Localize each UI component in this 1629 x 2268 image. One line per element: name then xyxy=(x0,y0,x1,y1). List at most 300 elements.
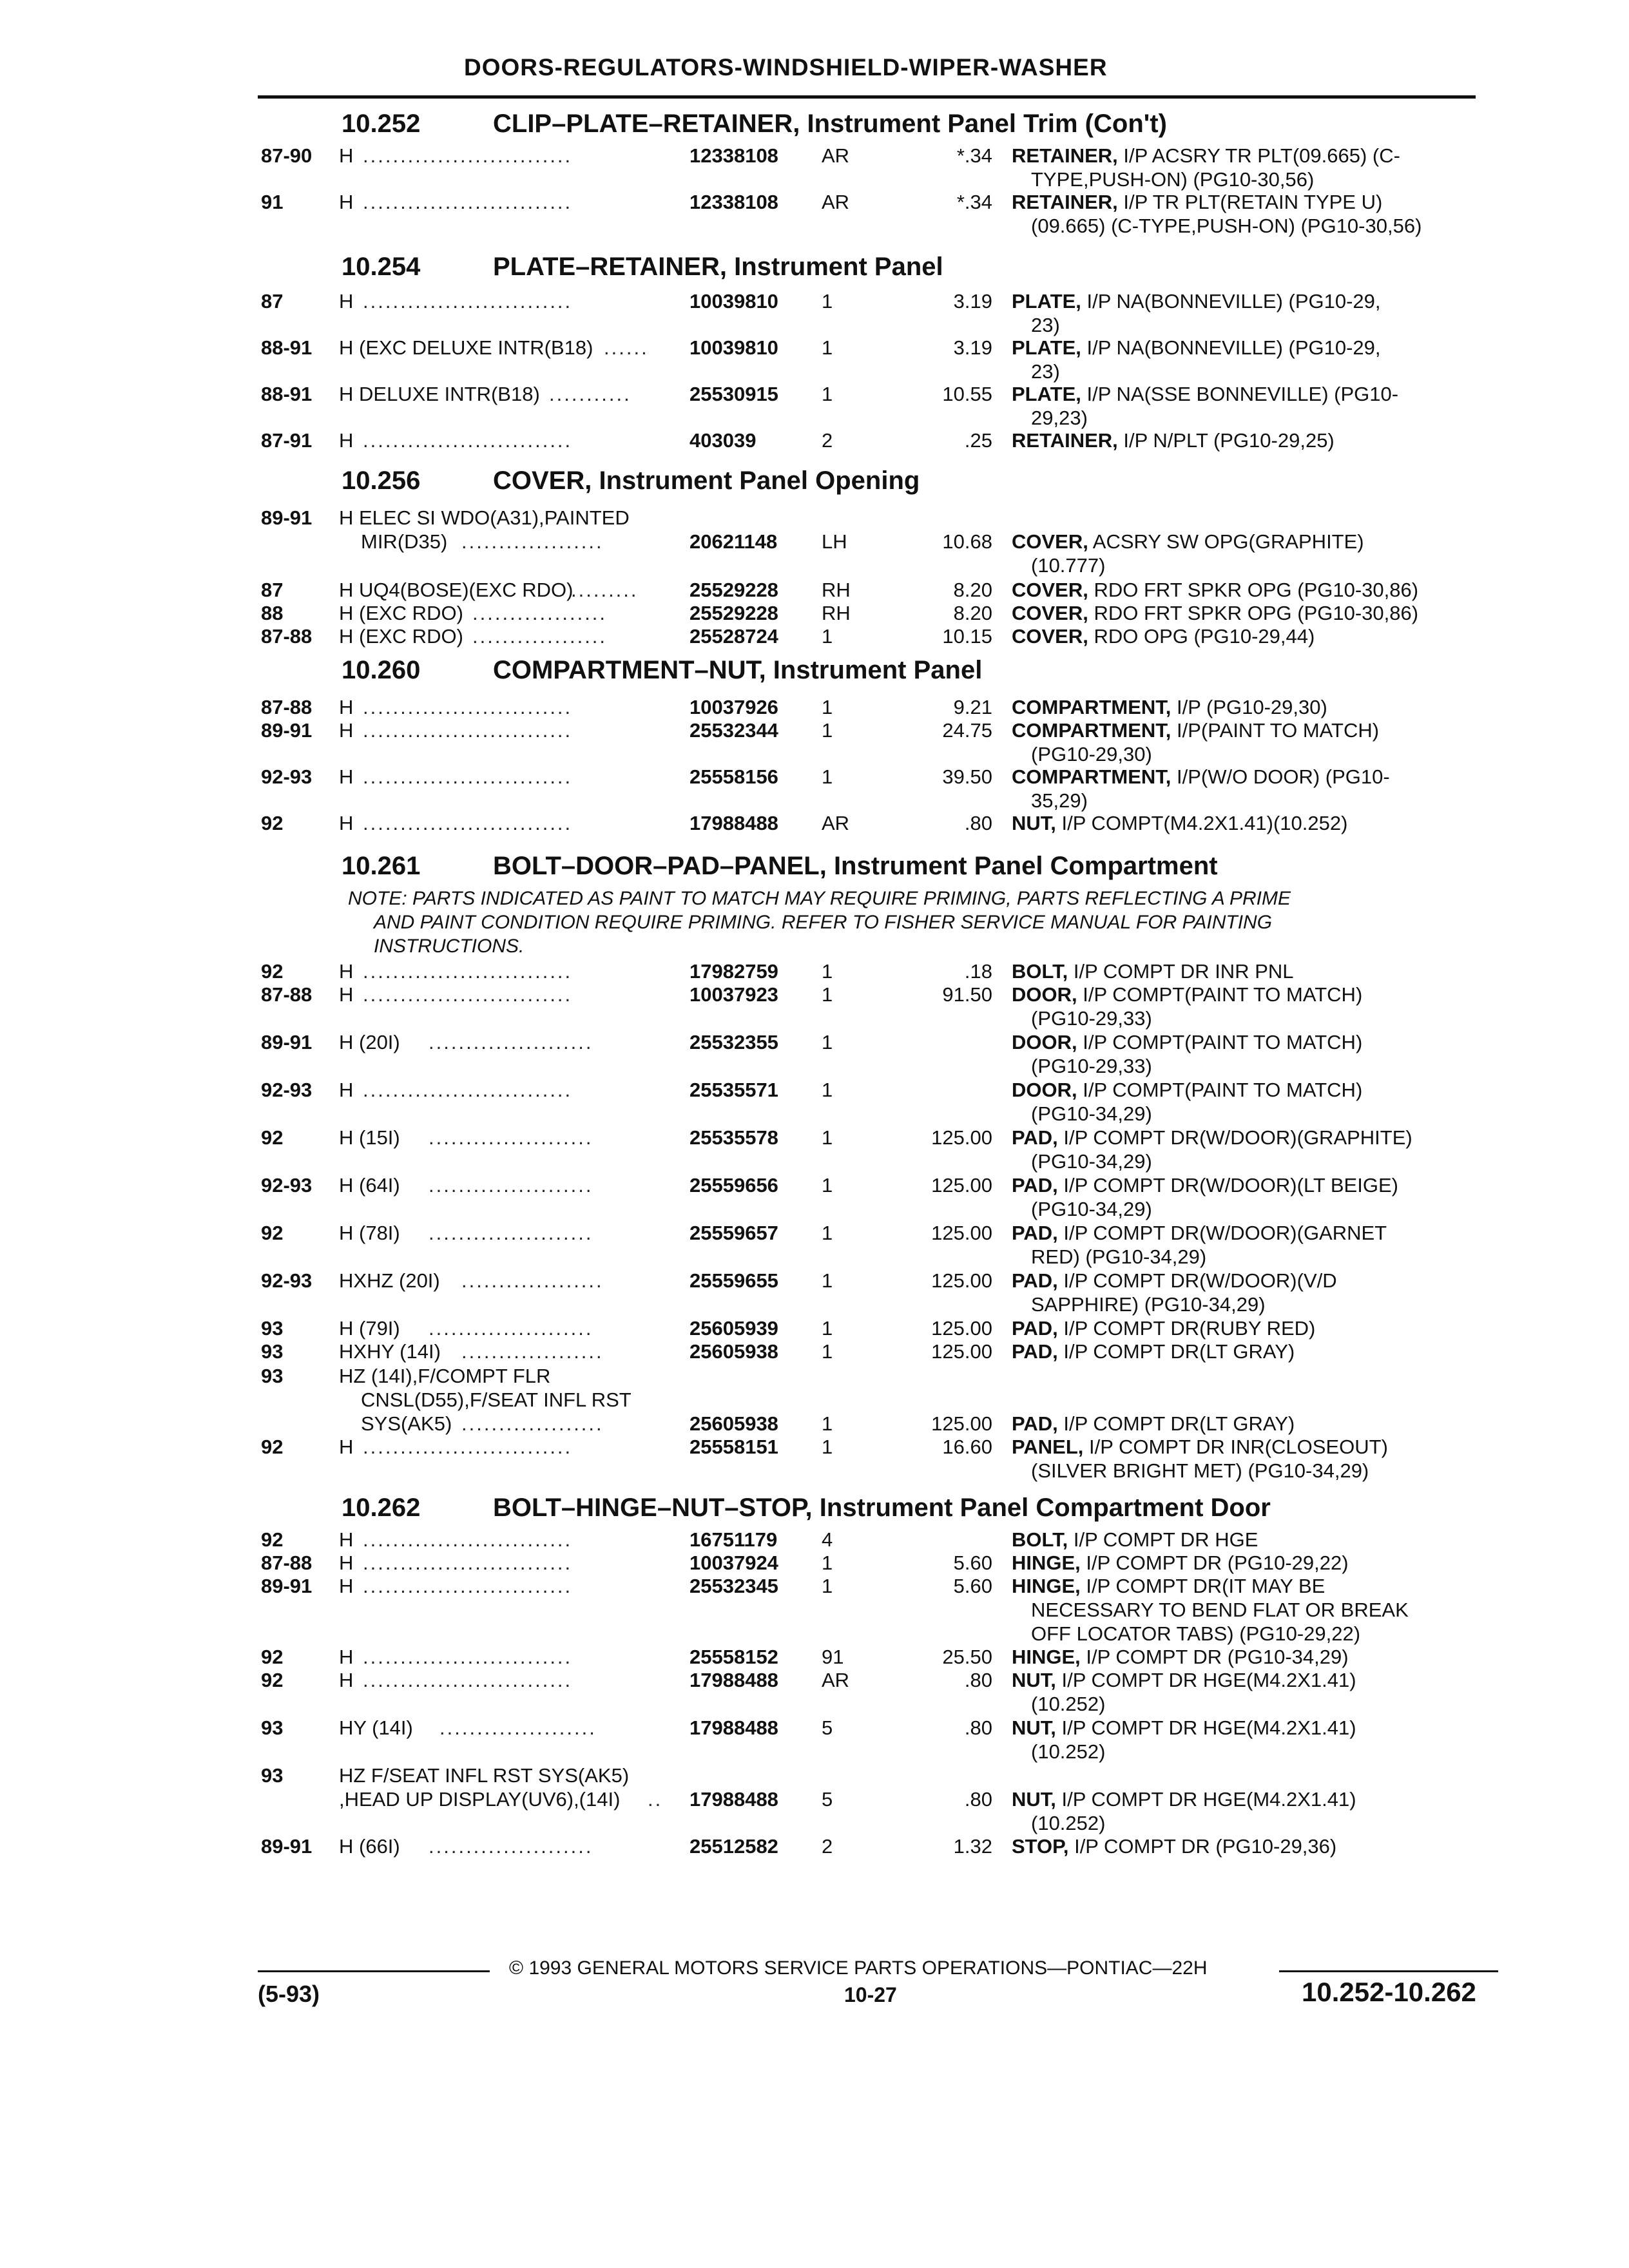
parts-row xyxy=(0,1222,1629,1269)
description-line xyxy=(1012,983,1362,1006)
description-text: I/P COMPT DR(IT MAY BE xyxy=(1080,1575,1325,1597)
section-heading xyxy=(342,852,1218,881)
part-number: 17982759 xyxy=(689,960,778,983)
model-year: 92 xyxy=(261,1436,284,1458)
application-text: HXHZ (20I) xyxy=(339,1269,440,1292)
section-number: 10.252 xyxy=(342,110,421,138)
description-keyword: DOOR, xyxy=(1012,1031,1077,1053)
description-text: I/P COMPT(M4.2X1.41)(10.252) xyxy=(1055,812,1348,834)
model-year: 93 xyxy=(261,1764,284,1787)
footer-range: 10.252-10.262 xyxy=(1302,1977,1476,2007)
part-number: 25530915 xyxy=(689,383,778,405)
section-note xyxy=(348,887,1508,958)
price: 25.50 xyxy=(942,1646,992,1668)
leader-dots: ................... xyxy=(461,530,604,553)
application-text: H (64I) xyxy=(339,1174,400,1196)
description-text: I/P(PAINT TO MATCH) xyxy=(1171,719,1380,742)
description-line xyxy=(1012,191,1382,214)
leader-dots: ................... xyxy=(461,1269,604,1292)
part-number: 25535578 xyxy=(689,1126,778,1149)
description-keyword: COVER, xyxy=(1012,530,1088,553)
description-text: I/P COMPT(PAINT TO MATCH) xyxy=(1077,983,1363,1006)
quantity: RH xyxy=(822,579,851,601)
section-number: 10.256 xyxy=(342,466,421,495)
part-number: 16751179 xyxy=(689,1528,778,1551)
parts-row xyxy=(0,1340,1629,1364)
description-line xyxy=(1012,696,1327,719)
footer-page-number: 10-27 xyxy=(844,1983,897,2006)
description-line xyxy=(1012,1552,1349,1575)
leader-dots: ...... xyxy=(604,336,649,359)
application-text: H xyxy=(339,1552,354,1574)
description-line xyxy=(1031,314,1060,337)
application-text: H xyxy=(339,1646,354,1668)
description-text: I/P COMPT DR (PG10-29,36) xyxy=(1068,1835,1337,1858)
description-text: I/P COMPT DR (PG10-29,22) xyxy=(1080,1552,1349,1574)
description-line xyxy=(1031,1622,1360,1646)
leader-dots: ............................ xyxy=(363,983,573,1006)
application-text: H xyxy=(339,960,354,983)
description-text: RDO FRT SPKR OPG (PG10-30,86) xyxy=(1088,602,1419,624)
model-year: 88-91 xyxy=(261,383,313,405)
part-number: 403039 xyxy=(689,429,757,452)
application-text: H xyxy=(339,696,354,718)
description-keyword: NUT, xyxy=(1012,1788,1056,1811)
section-heading xyxy=(342,1494,1271,1523)
part-number: 25558151 xyxy=(689,1436,778,1458)
price: 3.19 xyxy=(953,290,992,312)
footer-rule-left xyxy=(258,1970,490,1972)
price: .18 xyxy=(964,960,992,983)
description-line xyxy=(1012,1317,1315,1340)
part-number: 10039810 xyxy=(689,290,778,312)
application-text: ,HEAD UP DISPLAY(UV6),(14I) xyxy=(339,1788,621,1811)
description-keyword: PAD, xyxy=(1012,1412,1058,1435)
part-number: 12338108 xyxy=(689,144,778,167)
description-text: (10.777) xyxy=(1031,554,1106,577)
price: 125.00 xyxy=(931,1317,992,1340)
description-keyword: PLATE, xyxy=(1012,336,1081,359)
description-line xyxy=(1012,765,1390,789)
price: .80 xyxy=(964,1788,992,1811)
application-text: H UQ4(BOSE)(EXC RDO) xyxy=(339,579,574,601)
model-year: 87-88 xyxy=(261,625,313,648)
description-text: (SILVER BRIGHT MET) (PG10-34,29) xyxy=(1031,1459,1369,1482)
part-number: 25605938 xyxy=(689,1340,778,1363)
part-number: 25529228 xyxy=(689,602,778,624)
description-line xyxy=(1012,336,1381,360)
description-keyword: COMPARTMENT, xyxy=(1012,696,1171,718)
part-number: 25535571 xyxy=(689,1079,778,1101)
parts-row xyxy=(0,765,1629,813)
description-text: I/P COMPT DR HGE xyxy=(1068,1528,1258,1551)
description-keyword: COVER, xyxy=(1012,625,1088,648)
quantity: 1 xyxy=(822,383,833,405)
model-year: 88 xyxy=(261,602,284,624)
description-keyword: PAD, xyxy=(1012,1126,1058,1149)
description-text: TYPE,PUSH-ON) (PG10-30,56) xyxy=(1031,168,1315,191)
price: 8.20 xyxy=(953,579,992,601)
description-keyword: HINGE, xyxy=(1012,1575,1081,1597)
description-text: I/P COMPT DR INR PNL xyxy=(1068,960,1294,983)
model-year: 87-88 xyxy=(261,1552,313,1574)
quantity: 1 xyxy=(822,696,833,718)
parts-row xyxy=(0,625,1629,649)
description-text: NECESSARY TO BEND FLAT OR BREAK xyxy=(1031,1599,1409,1621)
part-number: 25559656 xyxy=(689,1174,778,1196)
description-text: I/P COMPT DR INR(CLOSEOUT) xyxy=(1083,1436,1388,1458)
section-number: 10.262 xyxy=(342,1494,421,1522)
part-number: 17988488 xyxy=(689,1788,778,1811)
model-year: 89-91 xyxy=(261,1575,313,1597)
price: 1.32 xyxy=(953,1835,992,1858)
description-text: (PG10-29,33) xyxy=(1031,1007,1152,1030)
leader-dots: ............................ xyxy=(363,719,573,742)
price: 5.60 xyxy=(953,1552,992,1574)
parts-row xyxy=(0,1528,1629,1552)
parts-row xyxy=(0,383,1629,430)
price: 125.00 xyxy=(931,1412,992,1435)
quantity: 1 xyxy=(822,1031,833,1053)
parts-row xyxy=(0,1646,1629,1669)
description-line xyxy=(1012,625,1315,648)
quantity: AR xyxy=(822,144,850,167)
description-text: (PG10-29,30) xyxy=(1031,743,1152,765)
parts-row xyxy=(0,1079,1629,1126)
description-line xyxy=(1012,1126,1412,1149)
model-year: 88-91 xyxy=(261,336,313,359)
parts-row xyxy=(0,1317,1629,1341)
application-text: H xyxy=(339,191,354,213)
description-keyword: PLATE, xyxy=(1012,383,1081,405)
application-text: H (15I) xyxy=(339,1126,400,1149)
parts-row xyxy=(0,602,1629,626)
application-text: H (78I) xyxy=(339,1222,400,1244)
quantity: 1 xyxy=(822,625,833,648)
part-number: 20621148 xyxy=(689,530,778,553)
model-year: 92 xyxy=(261,812,284,834)
application-text: H xyxy=(339,1528,354,1551)
leader-dots: ............................ xyxy=(363,144,573,167)
description-line xyxy=(1031,789,1088,812)
parts-row xyxy=(0,506,1629,578)
quantity: 5 xyxy=(822,1716,833,1739)
leader-dots: ...................... xyxy=(429,1222,593,1244)
description-line xyxy=(1031,1740,1105,1763)
price: 9.21 xyxy=(953,696,992,718)
leader-dots: ............................ xyxy=(363,1436,573,1458)
part-number: 25512582 xyxy=(689,1835,778,1858)
description-text: OFF LOCATOR TABS) (PG10-29,22) xyxy=(1031,1622,1361,1645)
description-line xyxy=(1012,719,1379,742)
description-keyword: PAD, xyxy=(1012,1222,1058,1244)
parts-row xyxy=(0,1669,1629,1716)
parts-row xyxy=(0,696,1629,720)
leader-dots: ............................ xyxy=(363,1646,573,1668)
leader-dots: ............................ xyxy=(363,765,573,788)
footer-date: (5-93) xyxy=(258,1981,320,2007)
quantity: 1 xyxy=(822,960,833,983)
quantity: 1 xyxy=(822,1436,833,1458)
description-text: I/P COMPT DR HGE(M4.2X1.41) xyxy=(1055,1669,1356,1691)
description-text: I/P COMPT DR(W/DOOR)(GRAPHITE) xyxy=(1057,1126,1412,1149)
price: 10.68 xyxy=(942,530,992,553)
description-text: (PG10-34,29) xyxy=(1031,1198,1152,1220)
description-text: ACSRY SW OPG(GRAPHITE) xyxy=(1088,530,1364,553)
quantity: 2 xyxy=(822,1835,833,1858)
section-number: 10.260 xyxy=(342,656,421,684)
application-text: H xyxy=(339,1436,354,1458)
description-keyword: COVER, xyxy=(1012,579,1088,601)
note-line: INSTRUCTIONS. xyxy=(374,936,525,957)
leader-dots: ............................ xyxy=(363,290,573,312)
part-number: 25558156 xyxy=(689,765,778,788)
description-line xyxy=(1031,743,1152,766)
description-text: I/P NA(SSE BONNEVILLE) (PG10- xyxy=(1081,383,1399,405)
description-text: I/P COMPT DR(W/DOOR)(GARNET xyxy=(1057,1222,1387,1244)
description-text: I/P COMPT(PAINT TO MATCH) xyxy=(1077,1079,1363,1101)
leader-dots: ............................ xyxy=(363,1528,573,1551)
page-header-title: DOORS-REGULATORS-WINDSHIELD-WIPER-WASHER xyxy=(464,54,1108,81)
parts-row xyxy=(0,290,1629,338)
price: .80 xyxy=(964,812,992,834)
description-keyword: NUT, xyxy=(1012,1669,1056,1691)
quantity: 1 xyxy=(822,1079,833,1101)
application-text: HZ (14I),F/COMPT FLR xyxy=(339,1365,551,1387)
quantity: 5 xyxy=(822,1788,833,1811)
description-text: 35,29) xyxy=(1031,789,1088,812)
description-text: I/P COMPT DR(LT GRAY) xyxy=(1057,1412,1295,1435)
description-text: I/P COMPT DR(W/DOOR)(LT BEIGE) xyxy=(1057,1174,1398,1196)
section-title: BOLT–HINGE–NUT–STOP, Instrument Panel Compartment Door xyxy=(493,1494,1271,1522)
quantity: 1 xyxy=(822,719,833,742)
model-year: 91 xyxy=(261,191,284,213)
description-keyword: DOOR, xyxy=(1012,1079,1077,1101)
part-number: 25532344 xyxy=(689,719,778,742)
quantity: 91 xyxy=(822,1646,844,1668)
parts-row xyxy=(0,429,1629,453)
parts-row xyxy=(0,1126,1629,1174)
price: 125.00 xyxy=(931,1269,992,1292)
price: 125.00 xyxy=(931,1222,992,1244)
leader-dots: ............................ xyxy=(363,1575,573,1597)
application-text: SYS(AK5) xyxy=(361,1412,452,1435)
description-line xyxy=(1031,1007,1152,1030)
parts-row xyxy=(0,960,1629,984)
header-rule xyxy=(258,95,1476,99)
leader-dots: .. xyxy=(648,1788,663,1811)
quantity: 1 xyxy=(822,1317,833,1340)
note-line: NOTE: PARTS INDICATED AS PAINT TO MATCH MAY REQUIRE PRIMING, PARTS REFLECTING A PRIME xyxy=(348,888,1291,909)
model-year: 87-91 xyxy=(261,429,313,452)
model-year: 89-91 xyxy=(261,719,313,742)
description-line xyxy=(1031,554,1105,577)
parts-row xyxy=(0,1716,1629,1764)
application-text: H ELEC SI WDO(A31),PAINTED xyxy=(339,506,630,529)
description-text: I/P COMPT DR(RUBY RED) xyxy=(1057,1317,1316,1340)
application-text: H (EXC DELUXE INTR(B18) xyxy=(339,336,593,359)
leader-dots: ............................ xyxy=(363,429,573,452)
leader-dots: ............................ xyxy=(363,1079,573,1101)
part-number: 25528724 xyxy=(689,625,778,648)
model-year: 93 xyxy=(261,1340,284,1363)
model-year: 92 xyxy=(261,960,284,983)
quantity: 1 xyxy=(822,290,833,312)
description-line xyxy=(1012,1835,1336,1858)
model-year: 87 xyxy=(261,579,284,601)
price: 16.60 xyxy=(942,1436,992,1458)
part-number: 12338108 xyxy=(689,191,778,213)
parts-row xyxy=(0,1436,1629,1483)
description-text: (PG10-29,33) xyxy=(1031,1055,1152,1077)
description-keyword: PANEL, xyxy=(1012,1436,1084,1458)
description-keyword: DOOR, xyxy=(1012,983,1077,1006)
section-number: 10.261 xyxy=(342,852,421,880)
description-line xyxy=(1031,215,1422,238)
section-number: 10.254 xyxy=(342,253,421,281)
application-text: H (20I) xyxy=(339,1031,400,1053)
description-line xyxy=(1031,1812,1105,1835)
description-line xyxy=(1031,1459,1369,1483)
part-number: 25532355 xyxy=(689,1031,778,1053)
leader-dots: ............................ xyxy=(363,1669,573,1691)
leader-dots: ............................ xyxy=(363,812,573,834)
application-text: H xyxy=(339,1669,354,1691)
part-number: 25605939 xyxy=(689,1317,778,1340)
description-text: 23) xyxy=(1031,314,1060,336)
quantity: 1 xyxy=(822,1174,833,1196)
description-line xyxy=(1012,1646,1349,1669)
part-number: 25605938 xyxy=(689,1412,778,1435)
section-title: CLIP–PLATE–RETAINER, Instrument Panel Trim (Con't) xyxy=(493,110,1167,138)
leader-dots: ...................... xyxy=(429,1174,593,1196)
part-number: 25559657 xyxy=(689,1222,778,1244)
parts-row xyxy=(0,1835,1629,1859)
description-text: 29,23) xyxy=(1031,407,1088,429)
description-line xyxy=(1012,1669,1356,1692)
model-year: 87-88 xyxy=(261,983,313,1006)
description-keyword: NUT, xyxy=(1012,812,1056,834)
description-line xyxy=(1012,290,1381,313)
description-line xyxy=(1012,1788,1356,1811)
quantity: AR xyxy=(822,812,850,834)
section-heading xyxy=(342,466,920,495)
price: .80 xyxy=(964,1716,992,1739)
description-keyword: COVER, xyxy=(1012,602,1088,624)
section-heading xyxy=(342,656,982,685)
model-year: 92-93 xyxy=(261,765,313,788)
description-line xyxy=(1012,1436,1388,1459)
description-keyword: NUT, xyxy=(1012,1716,1056,1739)
description-text: I/P NA(BONNEVILLE) (PG10-29, xyxy=(1081,290,1381,312)
price: 5.60 xyxy=(953,1575,992,1597)
part-number: 25529228 xyxy=(689,579,778,601)
description-keyword: RETAINER, xyxy=(1012,429,1118,452)
parts-row xyxy=(0,191,1629,238)
leader-dots: ............................ xyxy=(363,960,573,983)
quantity: AR xyxy=(822,191,850,213)
price: 39.50 xyxy=(942,765,992,788)
price: .80 xyxy=(964,1669,992,1691)
description-line xyxy=(1012,383,1398,406)
description-line xyxy=(1012,1716,1356,1740)
description-text: I/P(W/O DOOR) (PG10- xyxy=(1171,765,1390,788)
price: 125.00 xyxy=(931,1340,992,1363)
parts-row xyxy=(0,1269,1629,1317)
description-line xyxy=(1031,1198,1152,1221)
model-year: 89-91 xyxy=(261,1835,313,1858)
leader-dots: ...................... xyxy=(429,1317,593,1340)
application-text: MIR(D35) xyxy=(361,530,448,553)
leader-dots: .................. xyxy=(472,602,608,624)
leader-dots: ...................... xyxy=(429,1126,593,1149)
price: .25 xyxy=(964,429,992,452)
description-line xyxy=(1012,1079,1362,1102)
description-line xyxy=(1012,812,1347,835)
quantity: 1 xyxy=(822,983,833,1006)
description-line xyxy=(1031,360,1060,383)
application-text: H (EXC RDO) xyxy=(339,625,463,648)
application-text: CNSL(D55),F/SEAT INFL RST xyxy=(361,1389,631,1411)
application-text: H (EXC RDO) xyxy=(339,602,463,624)
model-year: 87-90 xyxy=(261,144,313,167)
parts-row xyxy=(0,812,1629,836)
leader-dots: ........... xyxy=(549,383,631,405)
leader-dots: .................. xyxy=(472,625,608,648)
price: 10.55 xyxy=(942,383,992,405)
leader-dots: ................... xyxy=(461,1340,604,1363)
parts-row xyxy=(0,144,1629,192)
description-line xyxy=(1012,1269,1337,1293)
parts-row xyxy=(0,719,1629,767)
model-year: 93 xyxy=(261,1365,284,1387)
description-text: RDO OPG (PG10-29,44) xyxy=(1088,625,1315,648)
application-text: HZ F/SEAT INFL RST SYS(AK5) xyxy=(339,1764,630,1787)
application-text: HY (14I) xyxy=(339,1716,413,1739)
model-year: 92-93 xyxy=(261,1174,313,1196)
price: 3.19 xyxy=(953,336,992,359)
application-text: H DELUXE INTR(B18) xyxy=(339,383,540,405)
description-keyword: HINGE, xyxy=(1012,1552,1081,1574)
section-title: BOLT–DOOR–PAD–PANEL, Instrument Panel Compartment xyxy=(493,852,1218,880)
description-line xyxy=(1012,1222,1387,1245)
application-text: H xyxy=(339,719,354,742)
model-year: 92 xyxy=(261,1126,284,1149)
description-line xyxy=(1012,144,1400,168)
parts-row xyxy=(0,1174,1629,1222)
description-text: 23) xyxy=(1031,360,1060,383)
price: 125.00 xyxy=(931,1174,992,1196)
description-text: I/P TR PLT(RETAIN TYPE U) xyxy=(1117,191,1383,213)
description-line xyxy=(1031,1150,1152,1173)
description-line xyxy=(1012,1528,1258,1552)
quantity: 2 xyxy=(822,429,833,452)
description-text: I/P COMPT(PAINT TO MATCH) xyxy=(1077,1031,1363,1053)
model-year: 93 xyxy=(261,1716,284,1739)
quantity: 4 xyxy=(822,1528,833,1551)
price: 24.75 xyxy=(942,719,992,742)
leader-dots: ...................... xyxy=(429,1835,593,1858)
description-text: (09.665) (C-TYPE,PUSH-ON) (PG10-30,56) xyxy=(1031,215,1422,237)
description-text: I/P COMPT DR(W/DOOR)(V/D xyxy=(1057,1269,1337,1292)
model-year: 92 xyxy=(261,1528,284,1551)
leader-dots: ......... xyxy=(571,579,639,601)
application-text: H xyxy=(339,429,354,452)
description-keyword: BOLT, xyxy=(1012,960,1068,983)
description-keyword: RETAINER, xyxy=(1012,144,1118,167)
leader-dots: ...................... xyxy=(429,1031,593,1053)
description-keyword: PAD, xyxy=(1012,1174,1058,1196)
